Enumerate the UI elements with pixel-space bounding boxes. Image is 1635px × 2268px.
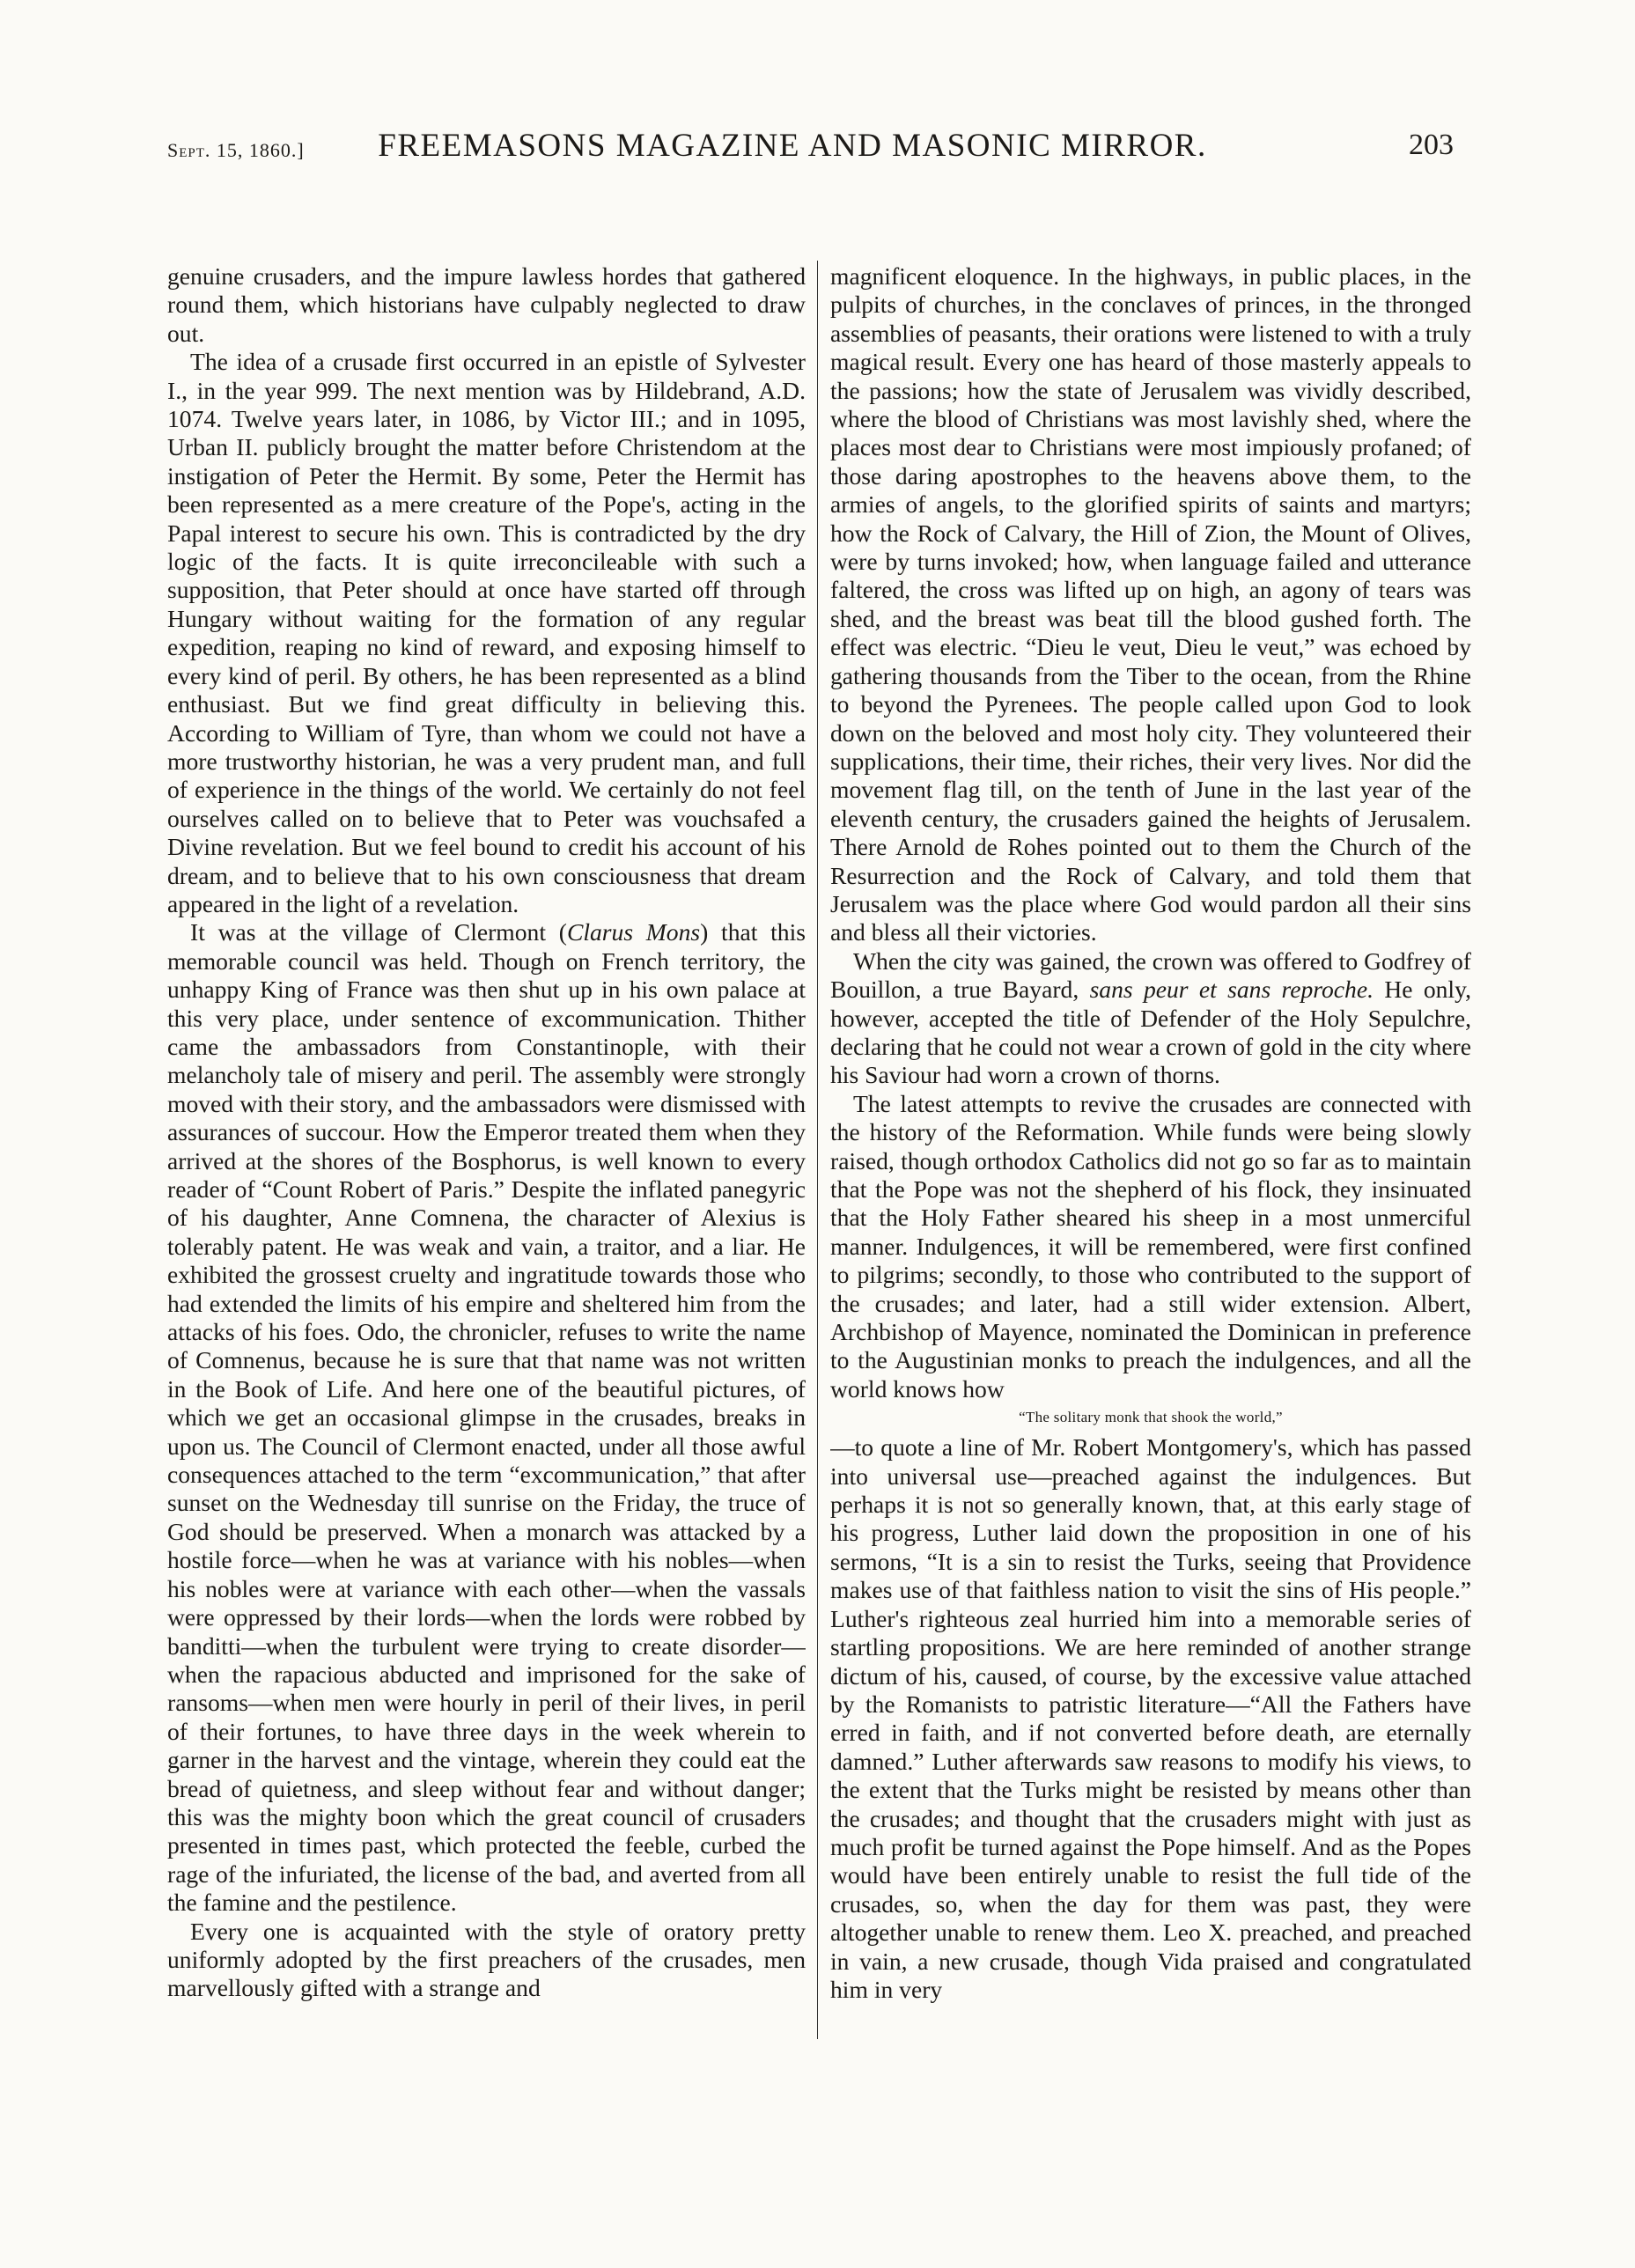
page-number: 203 bbox=[1409, 129, 1454, 161]
paragraph bbox=[167, 918, 806, 1917]
issue-date: Sept. 15, 1860.] bbox=[167, 139, 305, 161]
text-run: It was at the village of Clermont ( bbox=[190, 918, 567, 946]
text-run: ) that this memorable council was held. Though on French territory, the unhappy King of France was then shut up in his own palace at this very place, under sentence of excommunication. Thither came the ambassadors from Constantinople, with their melancholy tale of misery and peril. The assembly were strongly moved with their story, and the ambassadors were dismissed with assurances of succour. How the Emperor treated them when they arrived at the shores of the Bosphorus, is well known to every reader of “Count Robert of Paris.” Despite the inflated panegyric of his daughter, Anne Comnena, the character of Alexius is tolerably patent. He was weak and vain, a traitor, and a liar. He exhibited the grossest cruelty and ingratitude towards those who had extended the limits of his empire and sheltered him from the attacks of his foes. Odo, the chronicler, refuses to write the name of Comnenus, because he is sure that that name was not written in the Book of Life. And here one of the beautiful pictures, of which we get an occasional glimpse in the crusades, breaks in upon us. The Council of Clermont enacted, under all those awful consequences attached to the term “excommunication,” that after sunset on the Wednesday till sunrise on the Friday, the truce of God should be preserved. When a monarch was attacked by a hostile force—when he was at variance with his nobles—when his nobles were at variance with each other—when the vassals were oppressed by their lords—when the lords were robbed by banditti—when the turbulent were trying to create disorder—when the rapacious abducted and imprisoned for the sake of ransoms—when men were hourly in peril of their lives, in peril of their fortunes, to have three days in the week wherein to garner in the harvest and the vintage, wherein they could eat the bread of quietness, and sleep without fear and without danger; this was the mighty boon which the great council of crusaders presented in times past, which protected the feeble, curbed the rage of the infuriated, the license of the bad, and averted from all the famine and the pestilence. bbox=[167, 918, 806, 1917]
paragraph: The idea of a crusade first occurred in an epistle of Sylvester I., in the year 999. The next mention was by Hildebrand, A.D. 1074. Twelve years later, in 1086, by Victor III.; and in 1095, Urban II. publicly brought the matter before Christendom at the instigation of Peter the Hermit. By some, Peter the Hermit has been represented as a mere creature of the Pope's, acting in the Papal interest to secure his own. This is contradicted by the dry logic of the facts. It is quite irreconcileable with such a supposition, that Peter should at once have started off through Hungary without waiting for the formation of any regular expedition, reaping no kind of reward, and exposing himself to every kind of peril. By others, he has been represented as a blind enthusiast. But we find great difficulty in believing this. According to William of Tyre, than whom we could not have a more trustworthy historian, he was a very prudent man, and full of experience in the things of the world. We certainly do not feel ourselves called on to believe that to Peter was vouchsafed a Divine revelation. But we feel bound to credit his account of his dream, and to believe that to his own consciousness that dream appeared in the light of a revelation. bbox=[167, 348, 806, 917]
publication-title: FREEMASONS MAGAZINE AND MASONIC MIRROR. bbox=[378, 128, 1207, 164]
text-run: He only, however, accepted the title of Defender of the Holy Sepulchre, declaring that he could not wear a crown of gold in the city where his Saviour had worn a crown of thorns. bbox=[830, 976, 1471, 1089]
right-column bbox=[830, 262, 1471, 2050]
paragraph: The latest attempts to revive the crusades are connected with the history of the Reformation. While funds were being slowly raised, though orthodox Catholics did not go so far as to maintain that the Pope was not the shepherd of his flock, they insinuated that the Holy Father sheared his sheep in a most unmerciful manner. Indulgences, it will be remembered, were first confined to pilgrims; secondly, to those who contributed to the support of the crusades; and later, had a still wider extension. Albert, Archbishop of Mayence, nominated the Dominican in preference to the Augustinian monks to preach the indulgences, and all the world knows how bbox=[830, 1089, 1471, 1403]
paragraph: Every one is acquainted with the style of oratory pretty uniformly adopted by the first preachers of the crusades, men marvellously gifted with a strange and bbox=[167, 1917, 806, 2002]
column-divider bbox=[817, 261, 818, 2039]
italic-run: Clarus Mons bbox=[566, 918, 701, 946]
paragraph: genuine crusaders, and the impure lawless hordes that gathered round them, which historians have culpably neglected to draw out. bbox=[167, 262, 806, 347]
paragraph: magnificent eloquence. In the highways, in public places, in the pulpits of churches, in the conclaves of princes, in the thronged assemblies of peasants, their orations were listened to with a truly magical result. Every one has heard of those masterly appeals to the passions; how the state of Jerusalem was vividly described, where the blood of Christians was most lavishly shed, where the places most dear to Christians were most impiously profaned; of those daring apostrophes to the heavens above them, to the armies of angels, to the glorified spirits of saints and martyrs; how the Rock of Calvary, the Hill of Zion, the Mount of Olives, were by turns invoked; how, when language failed and utterance faltered, the cross was lifted up on high, an agony of tears was shed, and the breast was beat till the blood gushed forth. The effect was electric. “Dieu le veut, Dieu le veut,” was echoed by gathering thousands from the Tiber to the ocean, from the Rhine to beyond the Pyrenees. The people called upon God to look down on the beloved and most holy city. They volunteered their supplications, their time, their riches, their very lives. Nor did the movement flag till, on the tenth of June in the last year of the eleventh century, the crusaders gained the heights of Jerusalem. There Arnold de Rohes pointed out to them the Church of the Resurrection and the Rock of Calvary, and told them that Jerusalem was the place where God would pardon all their sins and bless all their victories. bbox=[830, 262, 1471, 946]
left-column bbox=[167, 262, 806, 2050]
text-run: When the city was gained, the crown was offered to Godfrey of Bouillon, a true Bayard, bbox=[830, 946, 1471, 1004]
paragraph: —to quote a line of Mr. Robert Montgomery's, which has passed into universal use—preached against the indulgences. But perhaps it is not so generally known, that, at this early stage of his progress, Luther laid down the proposition in one of his sermons, “It is a sin to resist the Turks, seeing that Providence makes use of that faithless nation to visit the sins of His people.” Luther's righteous zeal hurried him into a memorable series of startling propositions. We are here reminded of another strange dictum of his, caused, of course, by the excessive value attached by the Romanists to patristic literature—“All the Fathers have erred in faith, and if not converted before death, are eternally damned.” Luther afterwards saw reasons to modify his views, to the extent that the Turks might be resisted by means other than the crusades; and thought that the crusaders might with just as much profit be turned against the Pope himself. And as the Popes would have been entirely unable to resist the full tide of the crusades, so, when the day for them was past, they were altogether unable to renew them. Leo X. preached, and preached in vain, a new crusade, though Vida praised and congratulated him in very bbox=[830, 1433, 1471, 2003]
block-quote: “The solitary monk that shook the world,” bbox=[1019, 1409, 1283, 1426]
page-header bbox=[0, 123, 1635, 176]
paragraph bbox=[830, 947, 1471, 1090]
italic-run: sans peur et sans reproche. bbox=[1089, 976, 1374, 1004]
